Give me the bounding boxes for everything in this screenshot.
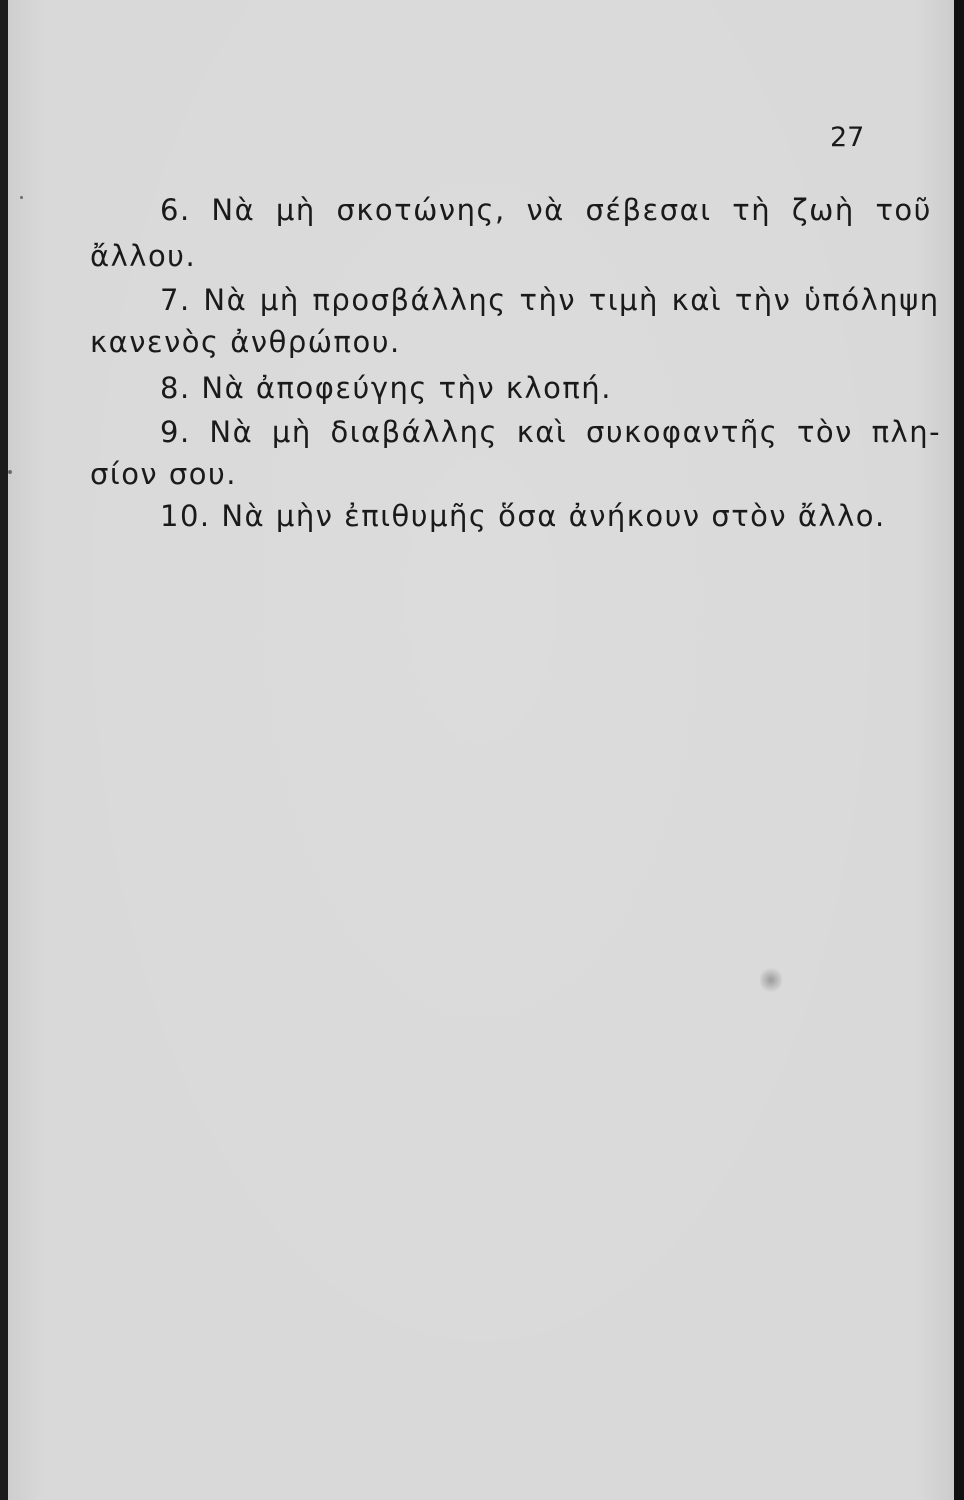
line-9: 9. Νὰ μὴ διαβάλλης καὶ συκοφαντῆς τὸν πλη- (160, 415, 942, 449)
line-10: 10. Νὰ μὴν ἐπιθυμῆς ὅσα ἀνήκουν στὸν ἄλλο. (160, 499, 886, 533)
line-7-continued: κανενὸς ἀνθρώπου. (90, 325, 401, 359)
book-page (8, 0, 954, 1500)
line-8: 8. Νὰ ἀποφεύγης τὴν κλοπή. (160, 371, 612, 405)
line-6-continued: ἄλλου. (90, 239, 197, 273)
line-6: 6. Νὰ μὴ σκοτώνης, νὰ σέβεσαι τὴ ζωὴ τοῦ (160, 193, 932, 227)
line-7: 7. Νὰ μὴ προσβάλλης τὴν τιμὴ καὶ τὴν ὑπόληψη (160, 283, 940, 317)
paper-speck (8, 470, 12, 474)
line-9-continued: σίον σου. (90, 457, 237, 491)
ink-smudge (760, 966, 782, 994)
page-edge-shadow (954, 0, 964, 1500)
page-number: 27 (830, 122, 865, 153)
paper-speck (20, 196, 23, 199)
